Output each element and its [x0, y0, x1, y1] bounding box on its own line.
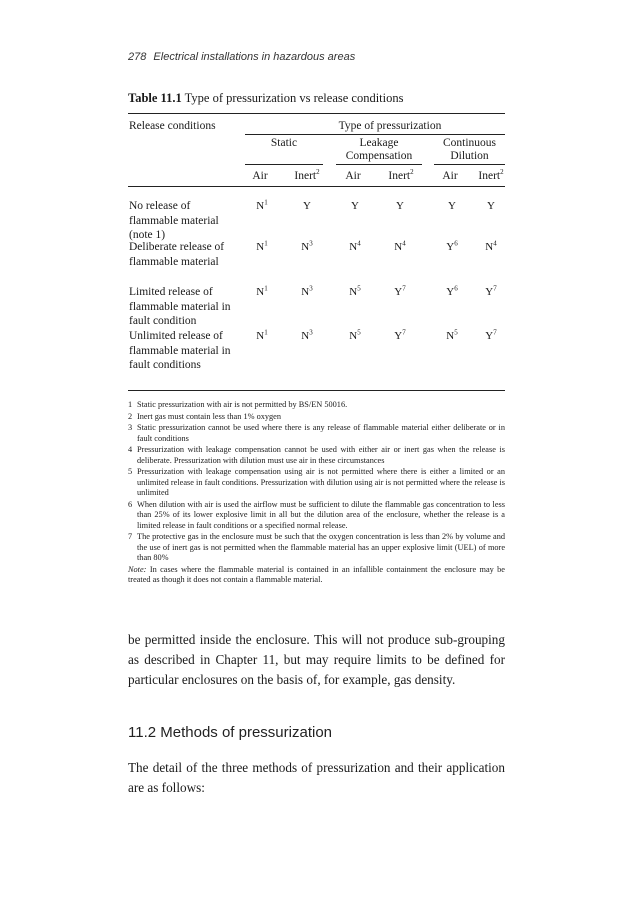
table-note: 4 Pressurization with leakage compensation cannot be used with either air or inert gas when the release is deliberate. Pressurization with dilution must use air in these circumstances [128, 445, 505, 465]
header-bottom-rule [128, 186, 505, 187]
row-label: Limited release of flammable material in fault condition [129, 286, 231, 327]
header-group-dilution: Continuous Dilution [442, 137, 497, 162]
table-note: 5 Pressurization with leakage compensation using air is not permitted where there is either a limited or an unlimited release in fault conditions. Pressurization with dilution using air is not permitted where the release is unlimited [128, 467, 505, 497]
table-cell: $N^3$ [301, 239, 313, 253]
table-cell: $N^5$ [349, 284, 361, 298]
header-group-static: Static [270, 137, 298, 149]
table-caption-label: Table 11.1 [128, 91, 182, 105]
table-cell: $N^5$ [446, 328, 458, 342]
table-caption-text: Type of pressurization vs release conditions [184, 91, 404, 105]
table-cell: Y [351, 200, 359, 212]
table-cell: Y [303, 200, 311, 212]
row-label: No release of flammable material (note 1) [129, 200, 219, 241]
subheader-air: Air [252, 170, 268, 182]
dilution-rule [434, 164, 505, 165]
body-paragraph: be permitted inside the enclosure. This will not produce sub-grouping as described in Chapter 11, but may require limits to be defined for particular enclosures on the basis of, for example, gas density. [128, 632, 505, 687]
header-release-conditions: Release conditions [129, 120, 216, 132]
subheader-air: Air [442, 170, 458, 182]
leakage-rule [336, 164, 422, 165]
table-note: 3 Static pressurization cannot be used where there is any release of flammable material either deliberate or in fault conditions [128, 423, 505, 443]
table-final-note: Note: In cases where the flammable material is contained in an infallible containment the enclosure may be treated as though it does not contain a flammable material. [128, 564, 505, 584]
table-cell: $N^5$ [349, 328, 361, 342]
table-cell: Y [448, 200, 456, 212]
table-cell: Y [396, 200, 404, 212]
table-note: 2 Inert gas must contain less than 1% oxygen [128, 411, 282, 421]
header-type-of-pressurization: Type of pressurization [338, 120, 442, 132]
static-rule [245, 164, 323, 165]
table-notes [128, 400, 505, 586]
table-cell: $N^4$ [394, 239, 406, 253]
section-heading: 11.2 Methods of pressurization [128, 724, 333, 741]
table-caption [128, 91, 404, 106]
subheader-air: Air [345, 170, 361, 182]
header-group-leakage: Leakage Compensation [345, 137, 413, 162]
table-cell: $N^1$ [256, 239, 268, 253]
subheader-inert: Inert$^2$ [478, 168, 504, 182]
table-cell: $N^3$ [301, 284, 313, 298]
table-note: 7 The protective gas in the enclosure must be such that the oxygen concentration is less than 2% by volume and the use of inert gas is not permitted when the flammable material has an upper explosive limit (UEL) of more than 80% [128, 532, 505, 562]
table-note: 1 Static pressurization with air is not permitted by BS/EN 50016. [128, 400, 348, 409]
table-cell: $Y^7$ [394, 328, 406, 342]
table-cell: $N^1$ [256, 198, 268, 212]
table-cell: $Y^7$ [485, 284, 497, 298]
table-cell: $N^1$ [256, 328, 268, 342]
running-head [128, 51, 355, 63]
table-bottom-rule [128, 390, 505, 391]
page-number: 278 [128, 51, 147, 63]
row-label: Unlimited release of flammable material in fault conditions [129, 330, 231, 371]
table-cell: $N^1$ [256, 284, 268, 298]
table-cell: $Y^7$ [394, 284, 406, 298]
table-cell: $N^3$ [301, 328, 313, 342]
running-head-title: Electrical installations in hazardous areas [153, 51, 356, 63]
table-cell: $Y^6$ [446, 239, 458, 253]
table-cell: Y [487, 200, 495, 212]
table-cell: $N^4$ [349, 239, 361, 253]
subheader-inert: Inert$^2$ [388, 168, 414, 182]
table-top-rule [128, 113, 505, 114]
subheader-inert: Inert$^2$ [294, 168, 320, 182]
body-paragraph: The detail of the three methods of pressurization and their application are as follows: [128, 760, 505, 795]
row-label: Deliberate release of flammable material [129, 241, 225, 268]
table-cell: $Y^7$ [485, 328, 497, 342]
table-note: 6 When dilution with air is used the airflow must be sufficient to dilute the flammable gas concentration to less than 25% of its lower explosive limit in all but the dilution area of the enclosure, whether the release is a limited release in fault conditions or a specified normal release. [128, 499, 505, 530]
type-rule [245, 134, 505, 135]
table-cell: $Y^6$ [446, 284, 458, 298]
table-cell: $N^4$ [485, 239, 497, 253]
